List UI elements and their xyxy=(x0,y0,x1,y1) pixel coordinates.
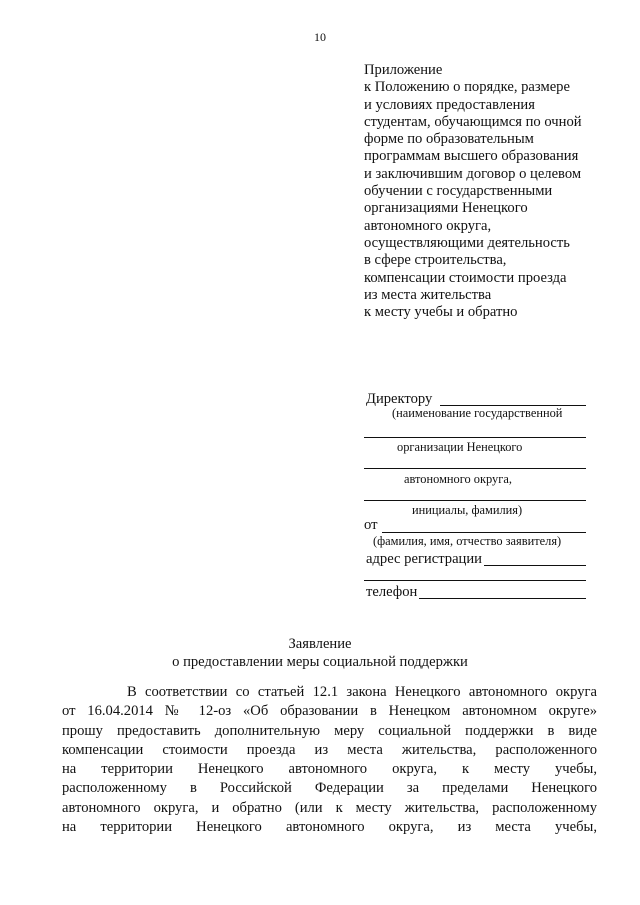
address-label: адрес регистрации xyxy=(366,551,482,567)
address-blank-line[interactable] xyxy=(484,565,586,566)
appendix-line: Приложение xyxy=(364,62,443,78)
appendix-line: организациями Ненецкого xyxy=(364,200,528,217)
appendix-line: и заключившим договор о целевом xyxy=(364,165,582,182)
body-line: прошу предоставить дополнительную меру социальной поддержки в виде xyxy=(62,722,597,739)
appendix-line: из места жительства xyxy=(364,286,492,303)
from-caption: (фамилия, имя, отчество заявителя) xyxy=(373,534,562,548)
appendix-line: компенсации стоимости проезда xyxy=(364,269,567,286)
body-line: В соответствии со статьей 12.1 закона Ненецкого автономного округа xyxy=(127,684,597,700)
statement-body xyxy=(62,683,597,837)
initials-caption: инициалы, фамилия) xyxy=(412,503,523,517)
appendix-line: форме по образовательным xyxy=(364,131,534,148)
body-line: от 16.04.2014 № 12-оз «Об образовании в Ненецком автономном округе» xyxy=(62,703,597,720)
page-number: 10 xyxy=(314,30,326,44)
district-caption: автономного округа, xyxy=(404,472,512,486)
appendix-line: к месту учебы и обратно xyxy=(364,304,518,321)
appendix-line: осуществляющими деятельность xyxy=(364,234,570,251)
body-line: компенсации стоимости проезда из места жительства, расположенного xyxy=(62,741,597,758)
phone-label: телефон xyxy=(366,584,418,600)
appendix-line: автономного округа, xyxy=(364,217,492,234)
director-label: Директору xyxy=(366,391,433,407)
appendix-line: студентам, обучающимся по очной xyxy=(364,113,582,130)
initials-blank-line[interactable] xyxy=(364,500,586,501)
body-line: на территории Ненецкого автономного округа, к месту учебы, xyxy=(62,761,597,778)
from-blank-line[interactable] xyxy=(382,532,586,533)
statement-title: Заявление xyxy=(288,636,352,652)
appendix-line: и условиях предоставления xyxy=(364,96,535,113)
body-line: расположенному в Российской Федерации за пределами Ненецкого xyxy=(62,780,597,797)
from-label: от xyxy=(364,517,378,533)
body-line: на территории Ненецкого автономного округа, из места учебы, xyxy=(62,819,597,836)
phone-blank-line[interactable] xyxy=(419,598,586,599)
org-blank-line[interactable] xyxy=(364,437,586,438)
appendix-line: в сфере строительства, xyxy=(364,252,507,269)
statement-subtitle: о предоставлении меры социальной поддержки xyxy=(172,654,468,670)
appendix-header xyxy=(364,62,626,321)
director-caption: (наименование государственной xyxy=(392,406,563,420)
address-blank-line-2[interactable] xyxy=(364,580,586,581)
appendix-line: к Положению о порядке, размере xyxy=(364,79,570,96)
appendix-line: программам высшего образования xyxy=(364,148,579,165)
body-line: автономного округа, и обратно (или к месту жительства, расположенному xyxy=(62,799,597,816)
org-caption: организации Ненецкого xyxy=(397,440,523,454)
district-blank-line[interactable] xyxy=(364,468,586,469)
appendix-line: обучении с государственными xyxy=(364,183,553,200)
